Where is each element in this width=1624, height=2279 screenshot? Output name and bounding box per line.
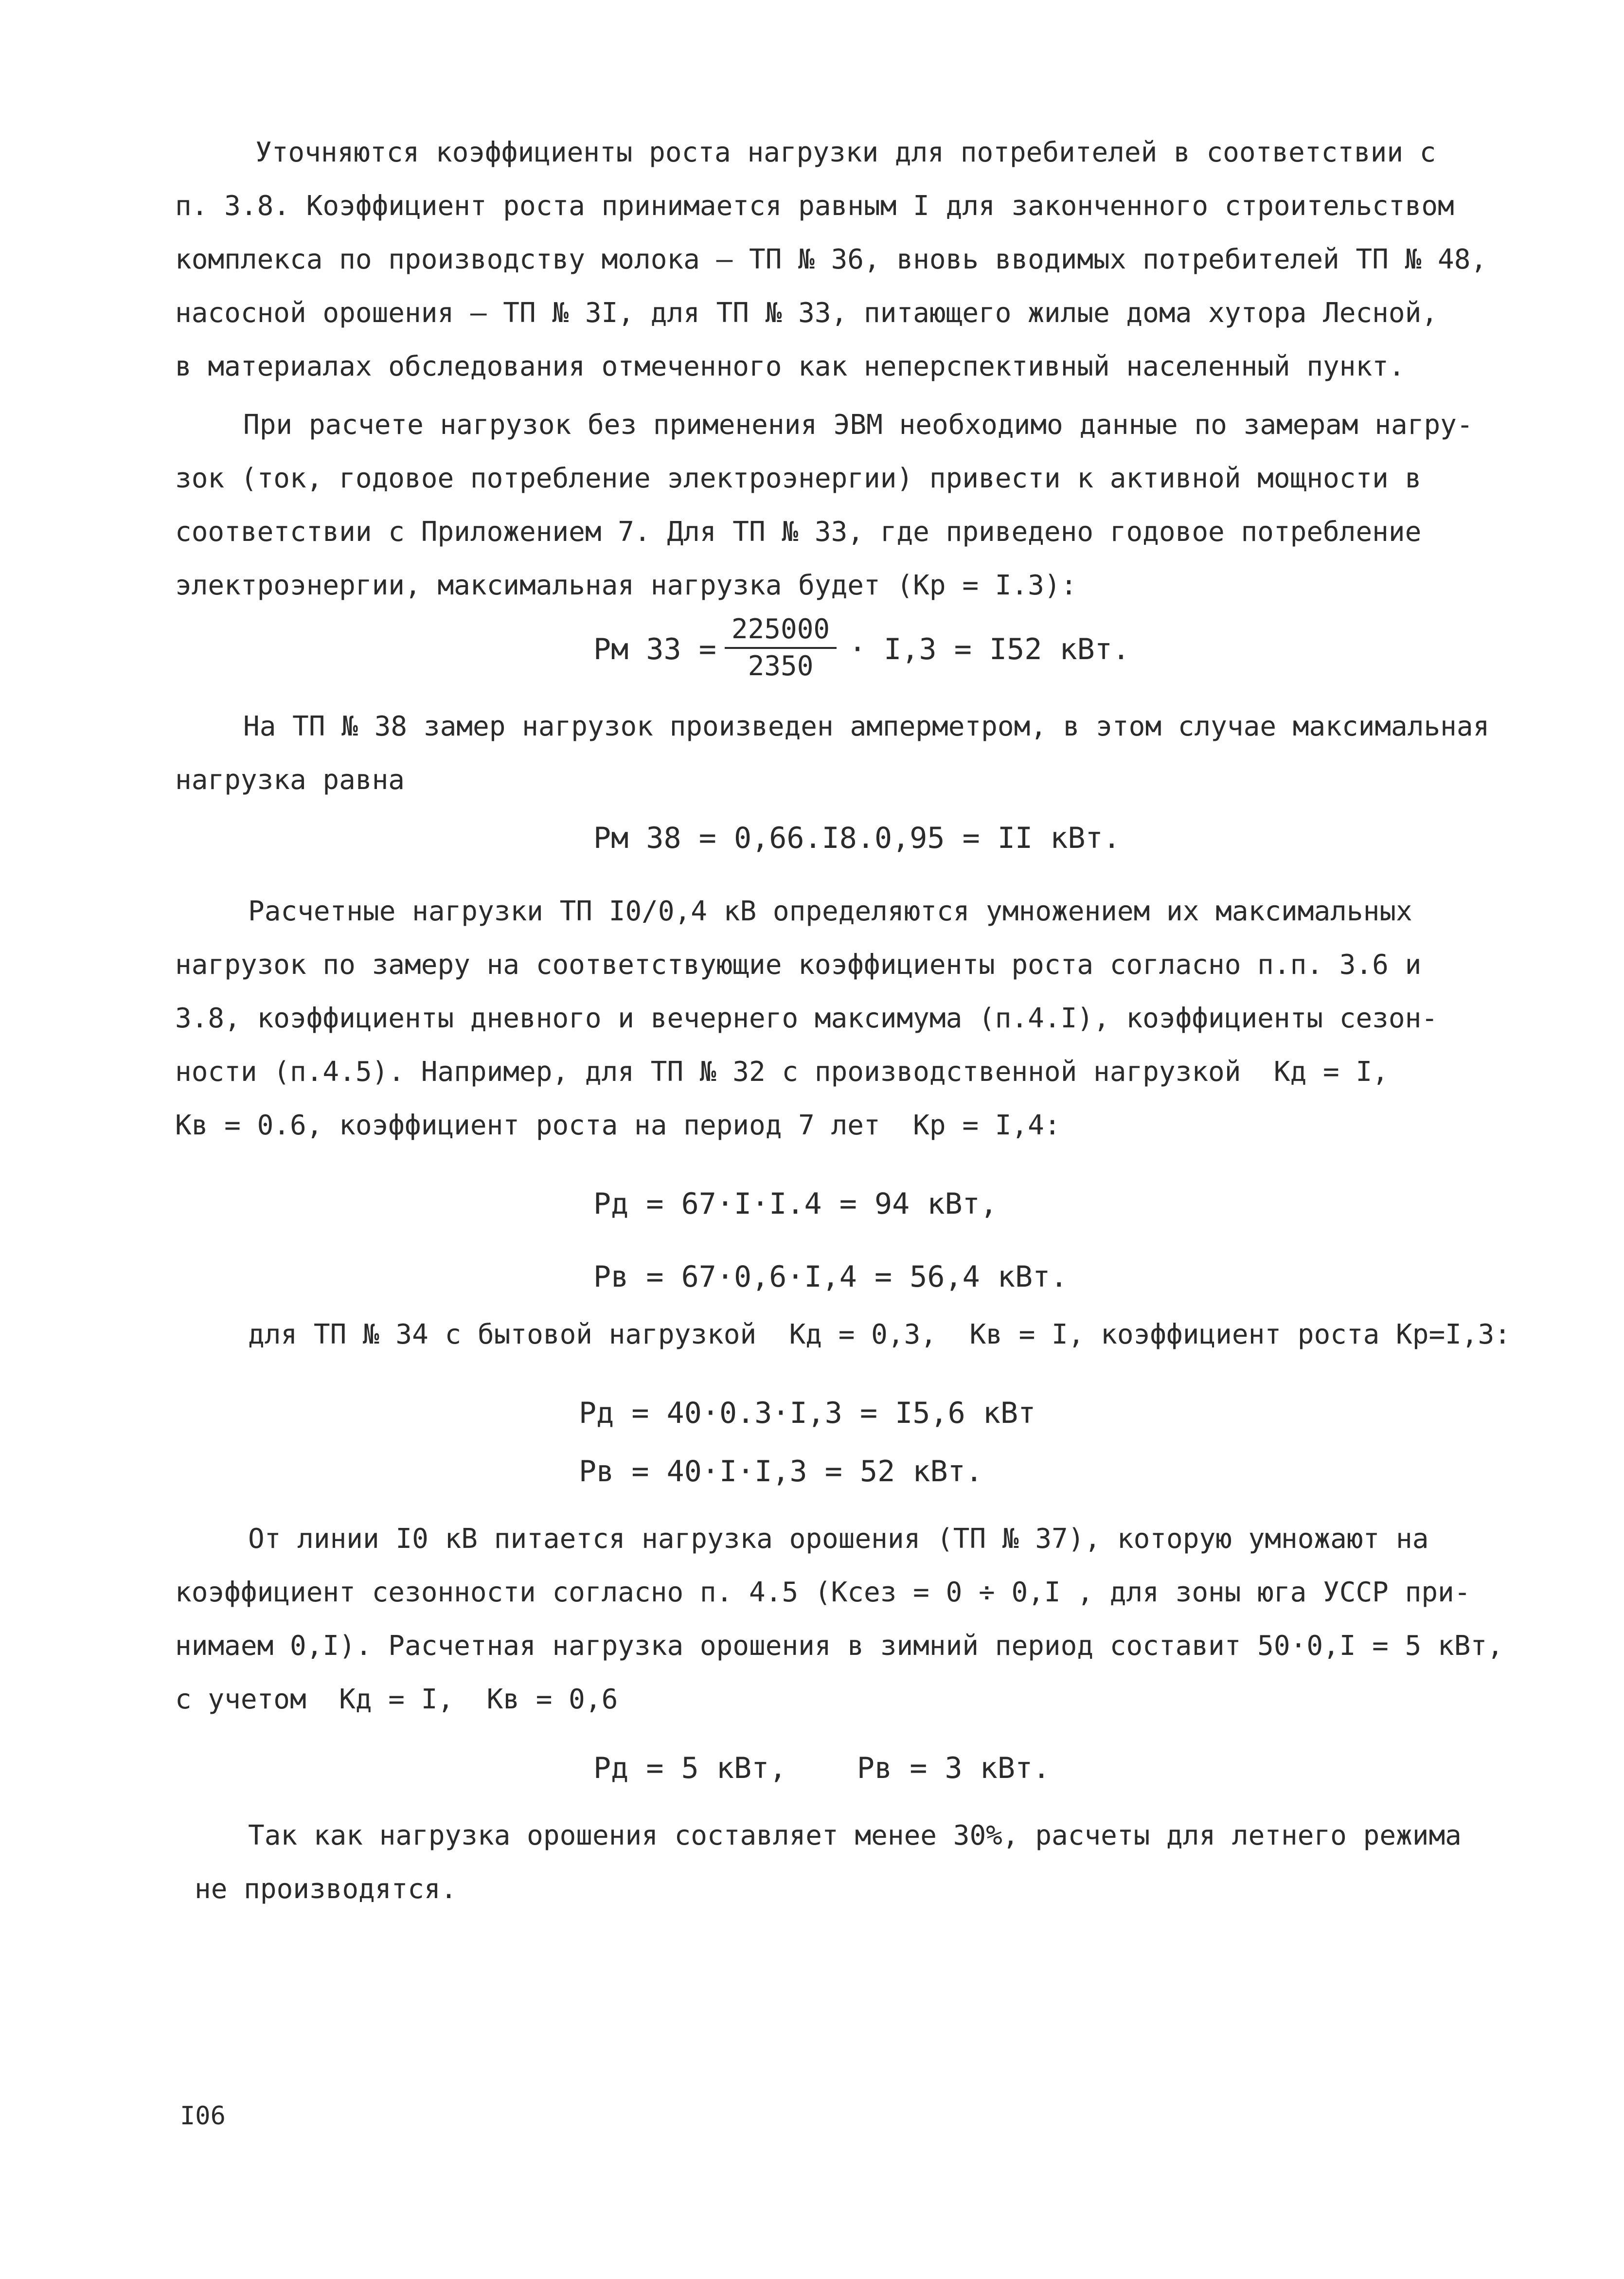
- formula-lhs: Pм 33 =: [593, 632, 716, 666]
- text-line: 3.8, коэффициенты дневного и вечернего максимума (п.4.I), коэффициенты сезон-: [175, 1003, 1438, 1034]
- text-line: в материалах обследования отмеченного как неперспективный населенный пункт.: [175, 351, 1405, 382]
- formula-7: Pд = 5 кВт, Pв = 3 кВт.: [593, 1751, 1051, 1785]
- text-line: зок (ток, годовое потребление электроэнергии) привести к активной мощности в: [175, 463, 1422, 494]
- text-line: Kв = 0.6, коэффициент роста на период 7 лет Kр = I,4:: [175, 1110, 1061, 1141]
- text-line: нимаем 0,I). Расчетная нагрузка орошения в зимний период составит 50·0,I = 5 кВт,: [175, 1630, 1503, 1662]
- text-line: нагрузок по замеру на соответствующие коэффициенты роста согласно п.п. 3.6 и: [175, 949, 1422, 981]
- text-line: не производятся.: [195, 1873, 457, 1905]
- text-line: комплекса по производству молока – ТП № 36, вновь вводимых потребителей ТП № 48,: [175, 244, 1487, 275]
- text-line: На ТП № 38 замер нагрузок произведен амперметром, в этом случае максимальная: [243, 711, 1490, 742]
- page-number: I06: [180, 2101, 226, 2131]
- text-line: с учетом Kд = I, Kв = 0,6: [175, 1684, 618, 1715]
- text-line: насосной орошения – ТП № 3I, для ТП № 33, питающего жилые дома хутора Лесной,: [175, 297, 1438, 329]
- text-line: нагрузка равна: [175, 764, 405, 796]
- fraction-bar: [725, 647, 837, 649]
- fraction-numerator: 225000: [731, 613, 830, 645]
- text-line: От линии I0 кВ питается нагрузка орошения (ТП № 37), которую умножают на: [248, 1523, 1429, 1555]
- text-line: ности (п.4.5). Например, для ТП № 32 с производственной нагрузкой Kд = I,: [175, 1056, 1389, 1088]
- text-line: п. 3.8. Коэффициент роста принимается равным I для законченного строительством: [175, 190, 1454, 222]
- text-line: Расчетные нагрузки ТП I0/0,4 кВ определяются умножением их максимальных: [248, 896, 1412, 927]
- formula-4: Pв = 67·0,6·I,4 = 56,4 кВт.: [593, 1260, 1068, 1294]
- formula-3: Pд = 67·I·I.4 = 94 кВт,: [593, 1187, 998, 1221]
- text-line: Так как нагрузка орошения составляет менее 30%, расчеты для летнего режима: [248, 1820, 1462, 1851]
- formula-6: Pв = 40·I·I,3 = 52 кВт.: [579, 1454, 983, 1489]
- text-line: При расчете нагрузок без применения ЭВМ необходимо данные по замерам нагру-: [243, 409, 1473, 441]
- text-line: соответствии с Приложением 7. Для ТП № 33, где приведено годовое потребление: [175, 516, 1422, 548]
- text-line: Уточняются коэффициенты роста нагрузки для потребителей в соответствии с: [255, 137, 1436, 168]
- fraction: [725, 614, 837, 682]
- fraction-denominator: 2350: [748, 650, 814, 682]
- formula-2: Pм 38 = 0,66.I8.0,95 = II кВт.: [593, 821, 1121, 855]
- text-line: коэффициент сезонности согласно п. 4.5 (Kсез = 0 ÷ 0,I , для зоны юга УССР при-: [175, 1577, 1471, 1608]
- text-line: электроэнергии, максимальная нагрузка будет (Kр = I.3):: [175, 570, 1077, 601]
- paragraph-5: для ТП № 34 с бытовой нагрузкой Kд = 0,3, Kв = I, коэффициент роста Kр=I,3:: [248, 1319, 1511, 1350]
- formula-5: Pд = 40·0.3·I,3 = I5,6 кВт: [579, 1396, 1036, 1430]
- formula-rhs: · I,3 = I52 кВт.: [849, 632, 1130, 666]
